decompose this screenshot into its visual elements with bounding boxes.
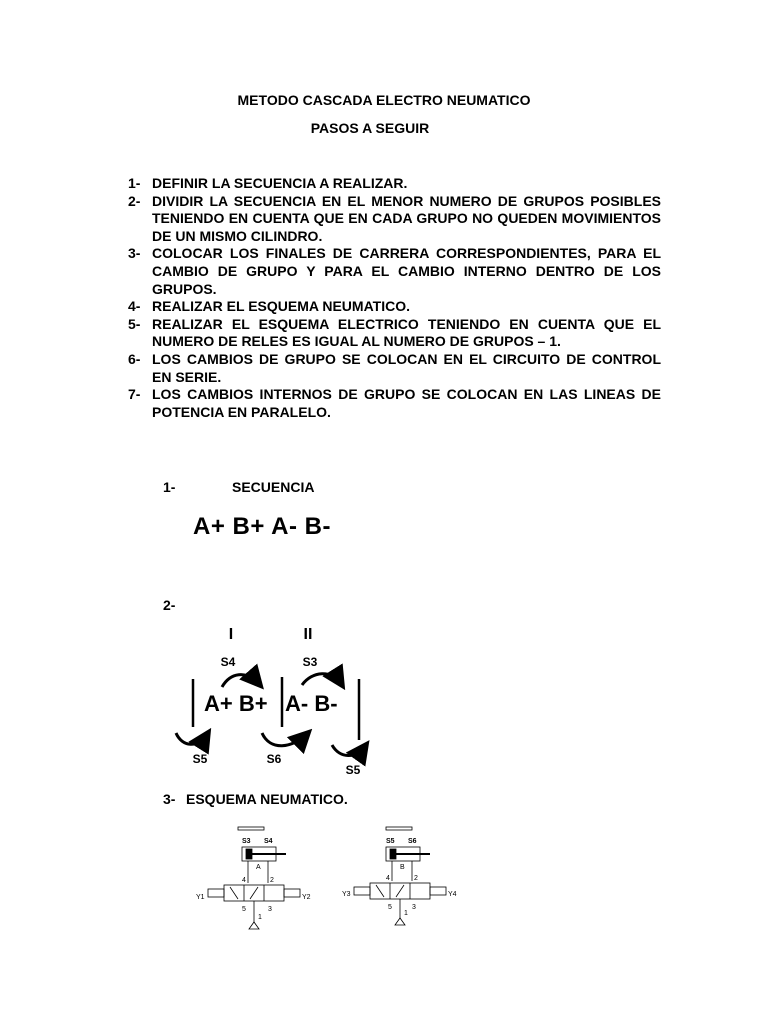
cyl-a-coil-right: Y2 bbox=[302, 894, 311, 901]
solenoid-left-icon bbox=[354, 887, 370, 895]
sensor-label-bottom-2: S6 bbox=[266, 752, 282, 766]
list-item bbox=[128, 298, 661, 316]
solenoid-right-icon bbox=[430, 887, 446, 895]
document-title: METODO CASCADA ELECTRO NEUMATICO bbox=[237, 92, 531, 108]
arrow-bottom-3 bbox=[332, 745, 366, 756]
sensor-rail-icon bbox=[386, 827, 412, 830]
step-text: DIVIDIR LA SECUENCIA EN EL MENOR NUMERO DE GRUPOS POSIBLES TENIENDO EN CUENTA QUE EN CADA GRUPO NO QUEDEN MOVIMIENTOS DE UN MISMO CILINDRO. bbox=[152, 192, 661, 244]
solenoid-right-icon bbox=[284, 889, 300, 897]
cyl-a-port-5: 5 bbox=[242, 906, 246, 913]
cyl-a-port-2: 2 bbox=[270, 877, 274, 884]
cylinder-a-assembly bbox=[196, 827, 311, 929]
cyl-b-port-5: 5 bbox=[388, 904, 392, 911]
step-number: 3- bbox=[128, 245, 141, 262]
list-item bbox=[128, 316, 661, 351]
cyl-a-port-4: 4 bbox=[242, 877, 246, 884]
cyl-a-name: A bbox=[256, 864, 261, 871]
section1-heading: SECUENCIA bbox=[232, 479, 315, 495]
section1-number: 1- bbox=[163, 479, 176, 495]
cyl-b-port-2: 2 bbox=[414, 875, 418, 882]
step-number: 7- bbox=[128, 386, 141, 403]
step-text: REALIZAR EL ESQUEMA NEUMATICO. bbox=[152, 298, 410, 315]
step-number: 6- bbox=[128, 350, 141, 367]
sensor-label-top-1: S4 bbox=[220, 655, 236, 669]
step-text: COLOCAR LOS FINALES DE CARRERA CORRESPONDIENTES, PARA EL CAMBIO DE GRUPO Y PARA EL CAMBIO INTERNO DENTRO DE LOS GRUPOS. bbox=[152, 245, 661, 297]
sequence-text: A+ B+ A- B- bbox=[193, 513, 331, 540]
document-subtitle: PASOS A SEGUIR bbox=[310, 120, 430, 136]
sensor-label-top-2: S3 bbox=[302, 655, 318, 669]
cyl-a-port-3: 3 bbox=[268, 906, 272, 913]
list-item bbox=[128, 245, 661, 298]
piston-icon bbox=[246, 849, 252, 859]
list-item bbox=[128, 175, 661, 193]
cyl-b-name: B bbox=[400, 864, 405, 871]
step-text: LOS CAMBIOS DE GRUPO SE COLOCAN EN EL CIRCUITO DE CONTROL EN SERIE. bbox=[152, 350, 661, 385]
section3-number: 3- bbox=[163, 791, 176, 807]
arrow-top-2 bbox=[302, 674, 342, 685]
group-label-2: II bbox=[303, 626, 313, 643]
cyl-a-coil-left: Y1 bbox=[196, 894, 205, 901]
cyl-b-port-4: 4 bbox=[386, 875, 390, 882]
list-item bbox=[128, 351, 661, 386]
cylinder-b-assembly bbox=[342, 827, 457, 925]
section3-heading: ESQUEMA NEUMATICO. bbox=[186, 791, 348, 807]
cyl-a-port-1: 1 bbox=[258, 914, 262, 921]
step-number: 2- bbox=[128, 192, 141, 209]
group-label-1: I bbox=[228, 626, 234, 643]
cyl-b-coil-left: Y3 bbox=[342, 891, 351, 898]
cyl-b-sensor-left: S5 bbox=[386, 838, 395, 845]
step-number: 1- bbox=[128, 175, 141, 191]
piston-icon bbox=[390, 849, 396, 859]
cascade-group-diagram bbox=[160, 615, 400, 785]
group1-moves: A+ B+ bbox=[204, 691, 268, 716]
cyl-a-sensor-right: S4 bbox=[264, 838, 273, 845]
group2-moves: A- B- bbox=[285, 691, 338, 716]
supply-triangle-icon bbox=[249, 922, 259, 929]
pneumatic-schematic bbox=[186, 823, 462, 933]
section2-number: 2- bbox=[163, 597, 176, 613]
step-text: DEFINIR LA SECUENCIA A REALIZAR. bbox=[152, 175, 408, 191]
step-number: 4- bbox=[128, 298, 141, 315]
cyl-b-port-1: 1 bbox=[404, 910, 408, 917]
arrow-bottom-2 bbox=[262, 733, 308, 746]
steps-list bbox=[128, 175, 661, 421]
sensor-rail-icon bbox=[238, 827, 264, 830]
solenoid-left-icon bbox=[208, 889, 224, 897]
cyl-a-sensor-left: S3 bbox=[242, 838, 251, 845]
list-item bbox=[128, 386, 661, 421]
cyl-b-coil-right: Y4 bbox=[448, 891, 457, 898]
step-text: REALIZAR EL ESQUEMA ELECTRICO TENIENDO EN CUENTA QUE EL NUMERO DE RELES ES IGUAL AL NUMERO DE GRUPOS – 1. bbox=[152, 315, 661, 350]
sensor-label-bottom-3: S5 bbox=[345, 763, 361, 777]
sensor-label-bottom-1: S5 bbox=[192, 752, 208, 766]
arrow-bottom-1 bbox=[176, 733, 208, 744]
list-item bbox=[128, 193, 661, 246]
cyl-b-sensor-right: S6 bbox=[408, 838, 417, 845]
cyl-b-port-3: 3 bbox=[412, 904, 416, 911]
step-number: 5- bbox=[128, 315, 141, 332]
step-text: LOS CAMBIOS INTERNOS DE GRUPO SE COLOCAN EN LAS LINEAS DE POTENCIA EN PARALELO. bbox=[152, 386, 661, 420]
arrow-top-1 bbox=[222, 675, 260, 687]
supply-triangle-icon bbox=[395, 918, 405, 925]
